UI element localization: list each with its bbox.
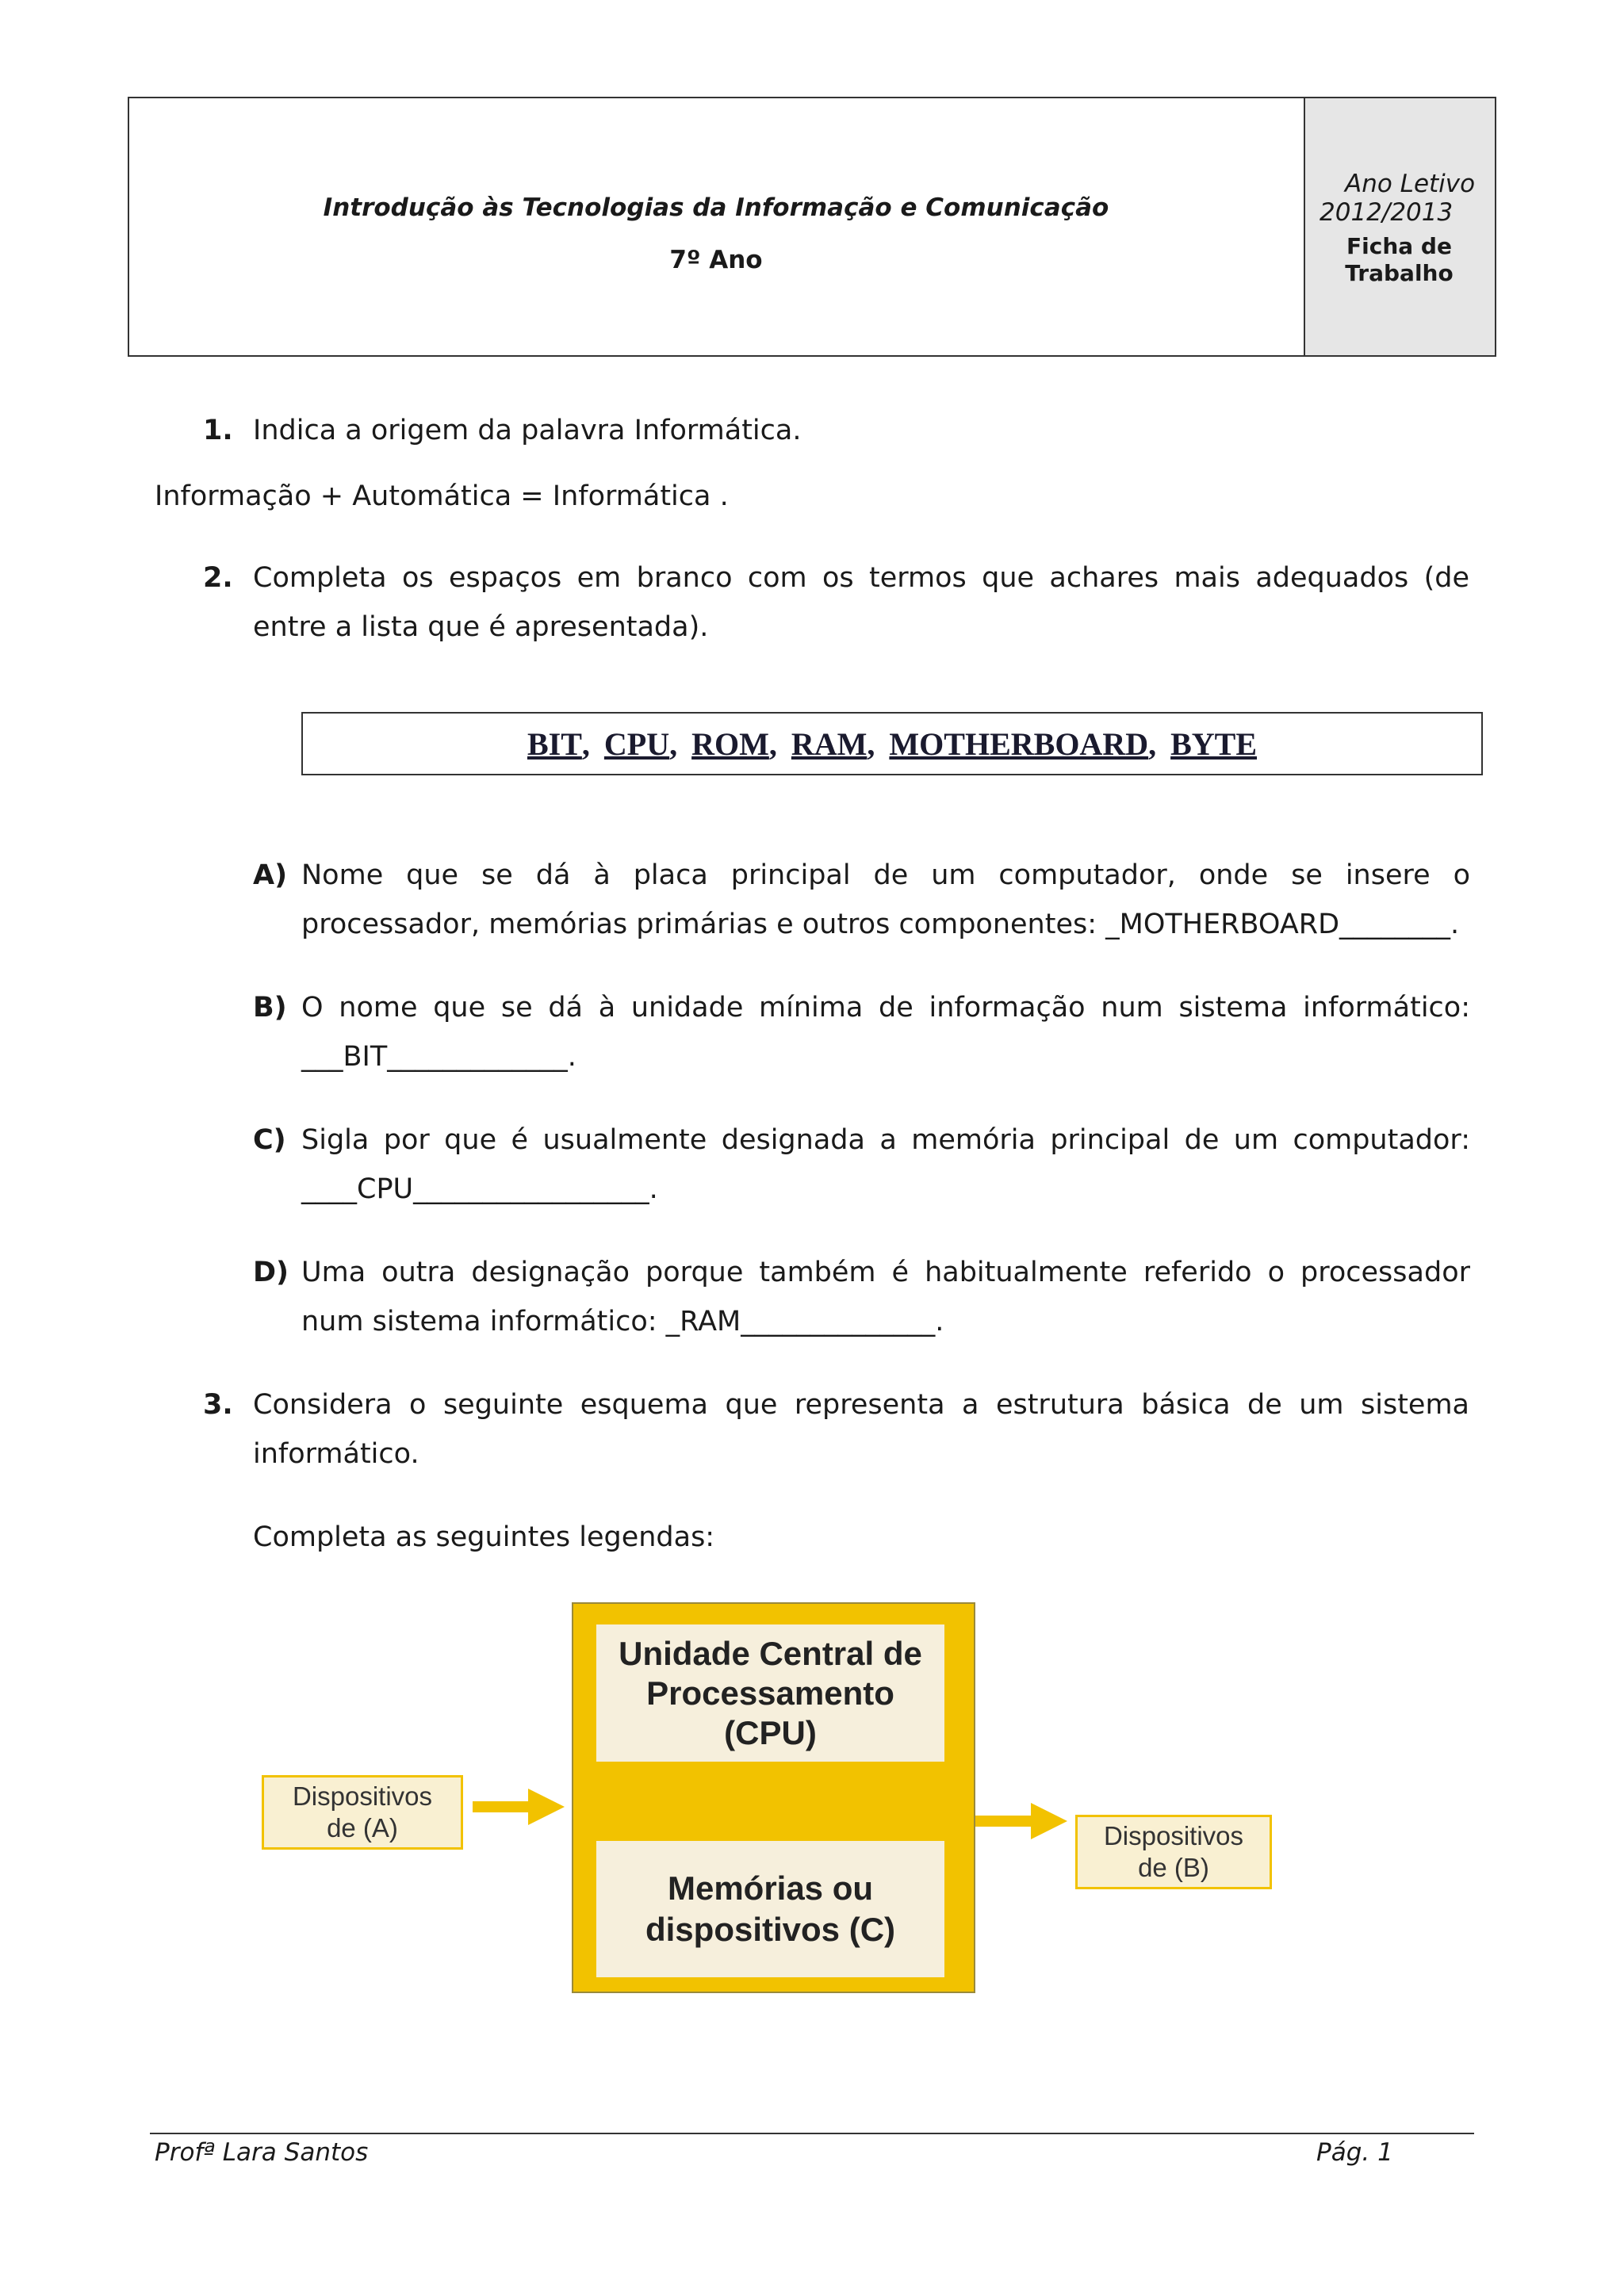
header-side-panel bbox=[1304, 98, 1495, 355]
cpu-label-line1: Unidade Central de bbox=[619, 1634, 922, 1672]
memory-box bbox=[596, 1841, 944, 1977]
sheet-type-line2: Trabalho bbox=[1345, 260, 1454, 286]
item-a-label: A) bbox=[253, 859, 288, 891]
school-year: 2012/2013 bbox=[1320, 198, 1454, 227]
item-c-label: C) bbox=[253, 1124, 286, 1156]
q1-number: 1. bbox=[203, 415, 233, 446]
terms-list-box: BIT , CPU , ROM , RAM , MOTHERBOARD , BYTE bbox=[301, 712, 1483, 775]
sheet-type bbox=[1304, 233, 1495, 287]
term-byte: BYTE bbox=[1170, 725, 1258, 762]
q3-text: Considera o seguinte esquema que representa a estrutura básica de um sistema informático. bbox=[253, 1389, 1469, 1470]
output-devices-line2: de (B) bbox=[1138, 1853, 1209, 1882]
term-ram: RAM bbox=[791, 725, 868, 762]
course-title: Introdução às Tecnologias da Informação e Comunicação bbox=[323, 193, 1109, 222]
q3-number: 3. bbox=[203, 1389, 233, 1421]
memory-label-line2: dispositivos (C) bbox=[645, 1911, 896, 1948]
memory-label-line1: Memórias ou bbox=[667, 1869, 874, 1907]
output-devices-line1: Dispositivos bbox=[1103, 1821, 1244, 1850]
q2-number: 2. bbox=[203, 562, 233, 594]
q3-subtext: Completa as seguintes legendas: bbox=[253, 1521, 715, 1553]
header-main bbox=[128, 97, 1304, 357]
item-b-text: O nome que se dá à unidade mínima de informação num sistema informático: ___BIT_____________. bbox=[301, 992, 1470, 1073]
term-motherboard: MOTHERBOARD bbox=[889, 725, 1149, 762]
footer-divider bbox=[150, 2133, 1474, 2134]
footer-page-number: Pág. 1 bbox=[1316, 2138, 1393, 2167]
footer-author: Profª Lara Santos bbox=[155, 2138, 369, 2167]
school-year-label: Ano Letivo bbox=[1345, 170, 1476, 198]
q1-text: Indica a origem da palavra Informática. bbox=[253, 415, 802, 446]
arrow-right-icon bbox=[473, 1787, 566, 1827]
input-devices-box bbox=[262, 1775, 463, 1850]
q1-answer: Informação + Automática = Informática . bbox=[155, 480, 729, 512]
grade-label: 7º Ano bbox=[669, 246, 763, 274]
arrow-right-icon bbox=[975, 1801, 1069, 1841]
output-devices-box bbox=[1075, 1815, 1272, 1889]
sheet-type-line1: Ficha de bbox=[1346, 233, 1452, 259]
cpu-label-line2: Processamento bbox=[646, 1674, 894, 1712]
cpu-label-line3: (CPU) bbox=[724, 1713, 817, 1751]
term-rom: ROM bbox=[691, 725, 769, 762]
input-devices-line2: de (A) bbox=[327, 1813, 398, 1843]
input-devices-line1: Dispositivos bbox=[292, 1781, 433, 1811]
item-c-text: Sigla por que é usualmente designada a memória principal de um computador: ____CPU_________________. bbox=[301, 1124, 1470, 1205]
cpu-box bbox=[596, 1624, 944, 1762]
item-b-label: B) bbox=[253, 992, 287, 1024]
q2-text: Completa os espaços em branco com os termos que achares mais adequados (de entre a lista que é apresentada). bbox=[253, 562, 1469, 643]
term-cpu: CPU bbox=[603, 725, 670, 762]
item-a-text: Nome que se dá à placa principal de um computador, onde se insere o processador, memórias primárias e outros componentes: _MOTHERBOARD________. bbox=[301, 859, 1470, 940]
term-bit: BIT bbox=[527, 725, 582, 762]
item-d-label: D) bbox=[253, 1257, 289, 1288]
item-d-text: Uma outra designação porque também é habitualmente referido o processador num sistema informático: _RAM______________. bbox=[301, 1257, 1470, 1337]
